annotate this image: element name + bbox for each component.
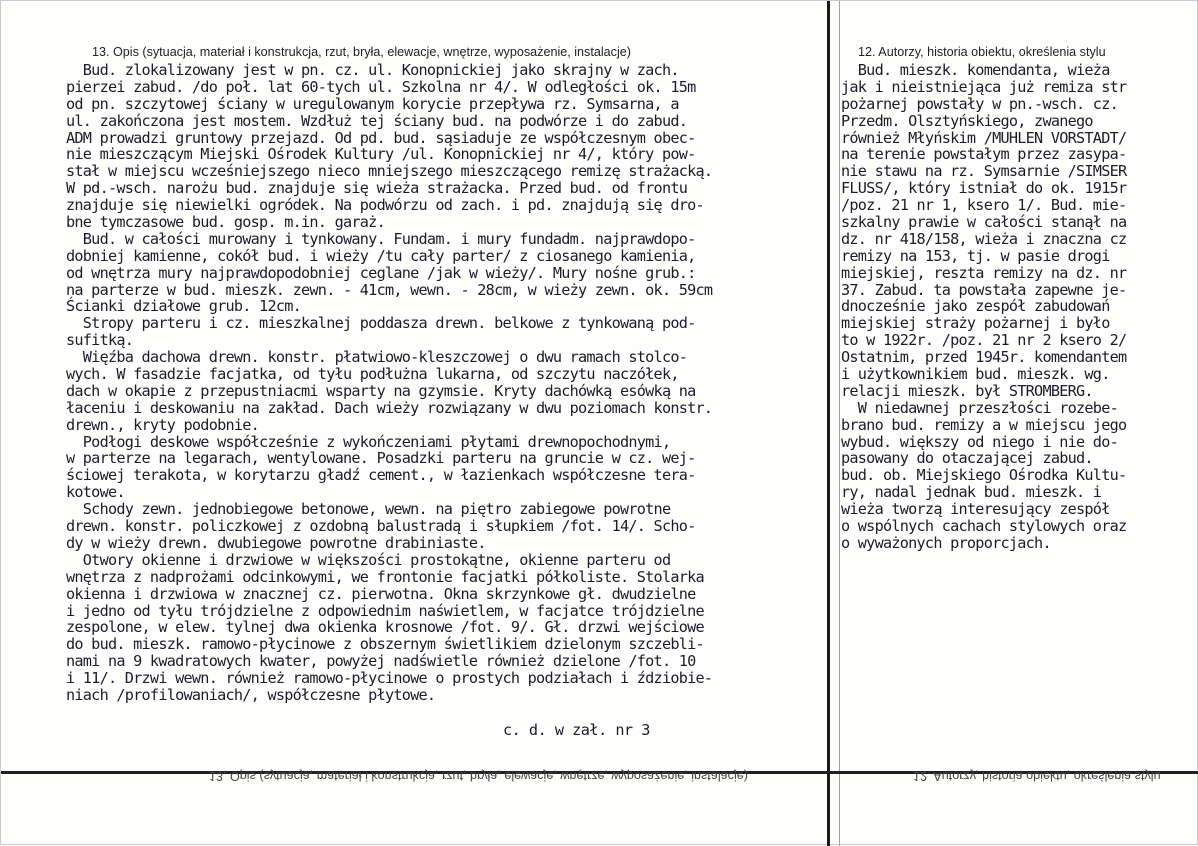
text-line: bud. ob. Miejskiego Ośrodka Kultu- bbox=[841, 466, 1127, 485]
text-line: FLUSS/, który istniał do ok. 1915r bbox=[841, 179, 1127, 198]
text-line: okienna i drzwiowa w znacznej cz. pierwotna. Okna skrzynkowe gł. dwudzielne bbox=[66, 584, 696, 603]
text-line: brano bud. remizy a w miejscu jego bbox=[841, 415, 1127, 434]
text-line: miejskiej, reszta remizy na dz. nr bbox=[841, 263, 1127, 282]
text-line: o wspólnych cachach stylowych oraz bbox=[841, 517, 1127, 536]
text-line: ściowej terakota, w korytarzu gładź cement., w łazienkach współczesne tera- bbox=[66, 466, 696, 485]
text-line: na terenie powstałym przez zasypa- bbox=[841, 145, 1127, 164]
text-line: to w 1922r. /poz. 21 nr 2 ksero 2/ bbox=[841, 331, 1127, 350]
text-line: 37. Zabud. ta powstała zapewne je- bbox=[841, 280, 1127, 299]
text-line: W pd.-wsch. narożu bud. znajduje się wieża strażacka. Przed bud. od frontu bbox=[66, 179, 688, 198]
text-line: /poz. 21 nr 1, ksero 1/. Bud. mie- bbox=[841, 196, 1127, 215]
text-line: od pn. szczytowej ściany w uregulowanym korycie przepływa rz. Symsarna, a bbox=[66, 94, 679, 113]
text-line: Ostatnim, przed 1945r. komendantem bbox=[841, 348, 1127, 367]
text-line: znajduje się niewielki ogródek. Na podwórzu od zach. i pd. znajdują się dro- bbox=[66, 196, 704, 215]
text-line: nie mieszczącym Miejski Ośrodek Kultury /ul. Konopnickiej nr 4/, który pow- bbox=[66, 145, 696, 164]
description-heading: 13. Opis (sytuacja, materiał i konstrukcja, rzut, bryła, elewacje, wnętrze, wyposażenie, instalacje) bbox=[92, 45, 631, 59]
history-text bbox=[841, 62, 1126, 552]
history-heading: 12. Autorzy, historia obiektu, określenia stylu bbox=[858, 45, 1106, 59]
text-line: relacji mieszk. był STROMBERG. bbox=[841, 381, 1093, 400]
text-line: dach w okapie z przepustniacmi wsparty na gzymsie. Kryty dachówką esówką na bbox=[66, 381, 696, 400]
text-line: dy w wieży drewn. dwubiegowe powrotne drabiniaste. bbox=[66, 533, 486, 552]
text-line: Bud. w całości murowany i tynkowany. Fundam. i mury fundadm. najprawdopo- bbox=[66, 229, 696, 248]
text-line: na parterze w bud. mieszk. zewn. - 41cm, wewn. - 28cm, w wieży zewn. ok. 59cm bbox=[66, 280, 713, 299]
text-line: wybud. większy od niego i nie do- bbox=[841, 432, 1118, 451]
column-divider-thin bbox=[839, 1, 840, 846]
text-line: Otwory okienne i drzwiowe w większości prostokątne, okienne parteru od bbox=[66, 550, 671, 569]
text-line: pierzei zabud. /do poł. lat 60-tych ul. Szkolna nr 4/. W odległości ok. 15m bbox=[66, 77, 696, 96]
text-line: o wyważonych proporcjach. bbox=[841, 533, 1051, 552]
text-line: i użytkownikiem bud. mieszk. wg. bbox=[841, 365, 1110, 384]
text-line: dz. nr 418/158, wieża i znaczna cz bbox=[841, 229, 1127, 248]
continuation-note: c. d. w zał. nr 3 bbox=[503, 721, 650, 739]
text-line: wieża tworzą interesujący zespół bbox=[841, 500, 1110, 519]
text-line: dnocześnie jako zespół zabudowań bbox=[841, 297, 1110, 316]
text-line: drewn., kryty podobnie. bbox=[66, 415, 260, 434]
mirrored-description-heading: 13. Opis (sytuacja, materiał i konstrukcja, rzut, bryła, elewacje, wnętrze, wyposażenie, instalacje) bbox=[209, 769, 748, 783]
text-line: Bud. zlokalizowany jest w pn. cz. ul. Konopnickiej jako skrajny w zach. bbox=[66, 61, 679, 79]
text-line: pożarnej powstały w pn.-wsch. cz. bbox=[841, 94, 1118, 113]
text-line: W niedawnej przeszłości rozebe- bbox=[841, 398, 1118, 417]
column-divider bbox=[827, 1, 830, 846]
text-line: Ścianki działowe grub. 12cm. bbox=[66, 297, 302, 316]
mirrored-history-heading: 12. Autorzy, historia obiektu, określenia stylu bbox=[913, 769, 1161, 783]
text-line: nie stawu na rz. Symsarnie /SIMSER bbox=[841, 162, 1127, 181]
text-line: szkalny prawie w całości stanął na bbox=[841, 213, 1127, 232]
text-line: nami na 9 kwadratowych kwater, powyżej nadświetle również dzielone /fot. 10 bbox=[66, 652, 696, 671]
text-line: ADM prowadzi gruntowy przejazd. Od pd. bud. sąsiaduje ze współczesnym obec- bbox=[66, 128, 696, 147]
text-line: łaceniu i deskowaniu na zakład. Dach wieży rozwiązany w dwu poziomach konstr. bbox=[66, 398, 713, 417]
text-line: bne tymczasowe bud. gosp. m.in. garaż. bbox=[66, 213, 385, 232]
text-line: pasowany do otaczającej zabud. bbox=[841, 449, 1093, 468]
text-line: drewn. konstr. policzkowej z ozdobną balustradą i słupkiem /fot. 14/. Scho- bbox=[66, 517, 696, 536]
text-line: w parterze na legarach, wentylowane. Posadzki parteru na gruncie w cz. wej- bbox=[66, 449, 696, 468]
text-line: Podłogi deskowe współcześnie z wykończeniami płytami drewnopochodnymi, bbox=[66, 432, 671, 451]
text-line: niach /profilowaniach/, współczesne płytowe. bbox=[66, 685, 436, 704]
text-line: Schody zewn. jednobiegowe betonowe, wewn. na piętro zabiegowe powrotne bbox=[66, 500, 671, 519]
text-line: Stropy parteru i cz. mieszkalnej poddasza drewn. belkowe z tynkowaną pod- bbox=[66, 314, 696, 333]
text-line: remizy na 153, tj. w pasie drogi bbox=[841, 246, 1110, 265]
text-line: stał w miejscu wcześniejszego nieco mniejszego mieszczącego remizę strażacką. bbox=[66, 162, 713, 181]
text-line: wnętrza z nadprożami odcinkowymi, we frontonie facjatki półkoliste. Stolarka bbox=[66, 567, 704, 586]
text-line: jak i nieistniejąca już remiza str bbox=[841, 77, 1127, 96]
text-line: i jedno od tyłu trójdzielne z odpowiednim naświetlem, w facjatce trójdzielne bbox=[66, 601, 704, 620]
text-line: miejskiej straży pożarnej i było bbox=[841, 314, 1110, 333]
text-line: ul. zakończona jest mostem. Wzdłuż tej ściany bud. na podwórze i do zabud. bbox=[66, 111, 688, 130]
description-text bbox=[66, 62, 712, 704]
text-line: ry, nadal jednak bud. mieszk. i bbox=[841, 483, 1102, 502]
text-line: Przedm. Olsztyńskiego, zwanego bbox=[841, 111, 1093, 130]
text-line: wych. W fasadzie facjatka, od tyłu podłużna lukarna, od szczytu naczółek, bbox=[66, 365, 679, 384]
text-line: i 11/. Drzwi wewn. również ramowo-płycinowe o prostych podziałach i ździobie- bbox=[66, 669, 713, 688]
text-line: również Młyńskim /MUHLEN VORSTADT/ bbox=[841, 128, 1127, 147]
text-line: dobniej kamienne, cokół bud. i wieży /tu cały parter/ z ciosanego kamienia, bbox=[66, 246, 696, 265]
text-line: sufitką. bbox=[66, 331, 134, 350]
text-line: od wnętrza mury najprawdopodobniej ceglane /jak w wieży/. Mury nośne grub.: bbox=[66, 263, 696, 282]
text-line: kotowe. bbox=[66, 483, 125, 502]
text-line: do bud. mieszk. ramowo-płycinowe z obszernym świetlikiem dzielonym szczebli- bbox=[66, 635, 704, 654]
text-line: Bud. mieszk. komendanta, wieża bbox=[841, 61, 1110, 79]
text-line: zespolone, w elew. tylnej dwa okienka krosnowe /fot. 9/. Gł. drzwi wejściowe bbox=[66, 618, 704, 637]
text-line: Więźba dachowa drewn. konstr. płatwiowo-kleszczowej o dwu ramach stolco- bbox=[66, 348, 688, 367]
